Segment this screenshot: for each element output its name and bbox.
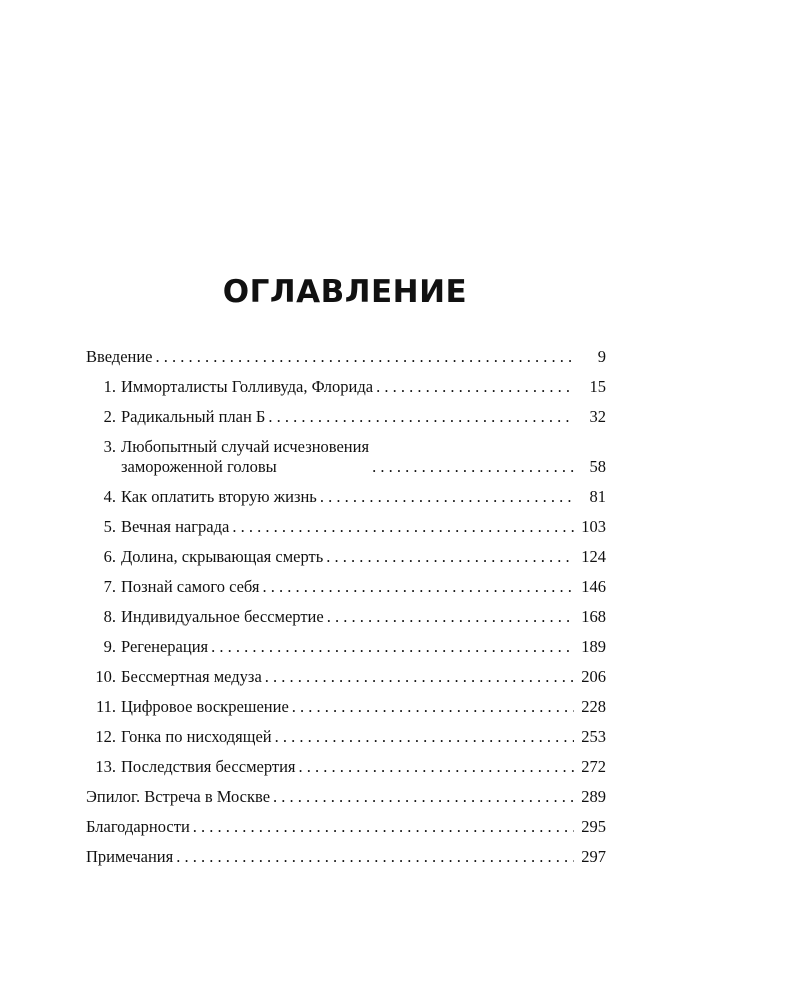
toc-entry-chapter-9 [86,637,606,657]
toc-entry-chapter-10 [86,667,606,687]
toc-entry-chapter-8 [86,607,606,627]
toc-entry-page: 297 [581,847,606,866]
toc-entry-number: 12. [95,727,116,746]
toc-entry-number: 3. [103,437,116,456]
toc-entry-chapter-5 [86,517,606,537]
toc-entry-page: 81 [589,487,606,506]
toc-entry-chapter-4 [86,487,606,507]
toc-entry-introduction [86,347,606,367]
toc-entry-page: 228 [581,697,606,716]
toc-entry-chapter-12 [86,727,606,747]
table-of-contents [86,347,606,877]
toc-entry-chapter-1 [86,377,606,397]
toc-entry-title: Гонка по нисходящей [121,727,272,746]
toc-entry-title: Благодарности [86,817,190,836]
dot-leader [296,757,575,777]
dot-leader [153,347,574,367]
dot-leader [270,787,574,807]
toc-entry-notes [86,847,606,867]
toc-entry-page: 146 [581,577,606,596]
toc-entry-chapter-2 [86,407,606,427]
toc-entry-title: Цифровое воскрешение [121,697,289,716]
toc-entry-number: 5. [103,517,116,536]
dot-leader [272,727,574,747]
toc-entry-chapter-6 [86,547,606,567]
dot-leader [289,697,574,717]
toc-entry-page: 15 [589,377,606,396]
dot-leader [265,407,574,427]
toc-entry-title: Индивидуальное бессмертие [121,607,324,626]
toc-entry-page: 9 [597,347,606,366]
toc-entry-title: Последствия бессмертия [121,757,296,776]
toc-entry-number: 8. [103,607,116,626]
toc-entry-page: 295 [581,817,606,836]
toc-entry-title: Любопытный случай исчезновения замороженной головы [121,437,370,476]
toc-entry-title: Как оплатить вторую жизнь [121,487,317,506]
toc-entry-number: 6. [103,547,116,566]
dot-leader [260,577,575,597]
toc-entry-number: 7. [103,577,116,596]
toc-entry-title: Радикальный план Б [121,407,266,426]
toc-entry-page: 58 [589,457,606,476]
toc-entry-title: Имморталисты Голливуда, Флорида [121,377,374,396]
toc-entry-chapter-7 [86,577,606,597]
toc-entry-title: Познай самого себя [121,577,260,596]
dot-leader [190,817,574,837]
dot-leader [324,607,574,627]
toc-entry-number: 10. [95,667,116,686]
toc-entry-number: 1. [103,377,116,396]
toc-entry-number: 4. [103,487,116,506]
dot-leader [369,457,574,477]
toc-entry-title: Эпилог. Встреча в Москве [86,787,271,806]
dot-leader [208,637,574,657]
dot-leader [262,667,574,687]
toc-entry-number: 2. [103,407,116,426]
toc-entry-page: 168 [581,607,606,626]
toc-entry-page: 189 [581,637,606,656]
dot-leader [229,517,574,537]
toc-entry-number: 9. [103,637,116,656]
toc-entry-page: 32 [589,407,606,426]
dot-leader [173,847,574,867]
toc-entry-chapter-3 [86,437,606,477]
toc-entry-title: Введение [86,347,153,366]
toc-entry-chapter-13 [86,757,606,777]
toc-entry-page: 206 [581,667,606,686]
dot-leader [323,547,574,567]
toc-entry-epilogue [86,787,606,807]
toc-entry-page: 272 [581,757,606,776]
page-title: ОГЛАВЛЕНИЕ [222,274,468,310]
toc-entry-title: Вечная награда [121,517,230,536]
toc-entry-title: Долина, скрывающая смерть [121,547,324,566]
toc-entry-page: 103 [581,517,606,536]
toc-entry-title: Примечания [86,847,174,866]
toc-entry-title: Бессмертная медуза [121,667,262,686]
toc-entry-page: 124 [581,547,606,566]
dot-leader [373,377,574,397]
toc-entry-number: 11. [95,697,116,716]
toc-entry-acknowledgements [86,817,606,837]
toc-entry-number: 13. [95,757,116,776]
toc-entry-chapter-11 [86,697,606,717]
toc-entry-page: 289 [581,787,606,806]
toc-entry-page: 253 [581,727,606,746]
toc-entry-title: Регенерация [121,637,209,656]
dot-leader [317,487,574,507]
